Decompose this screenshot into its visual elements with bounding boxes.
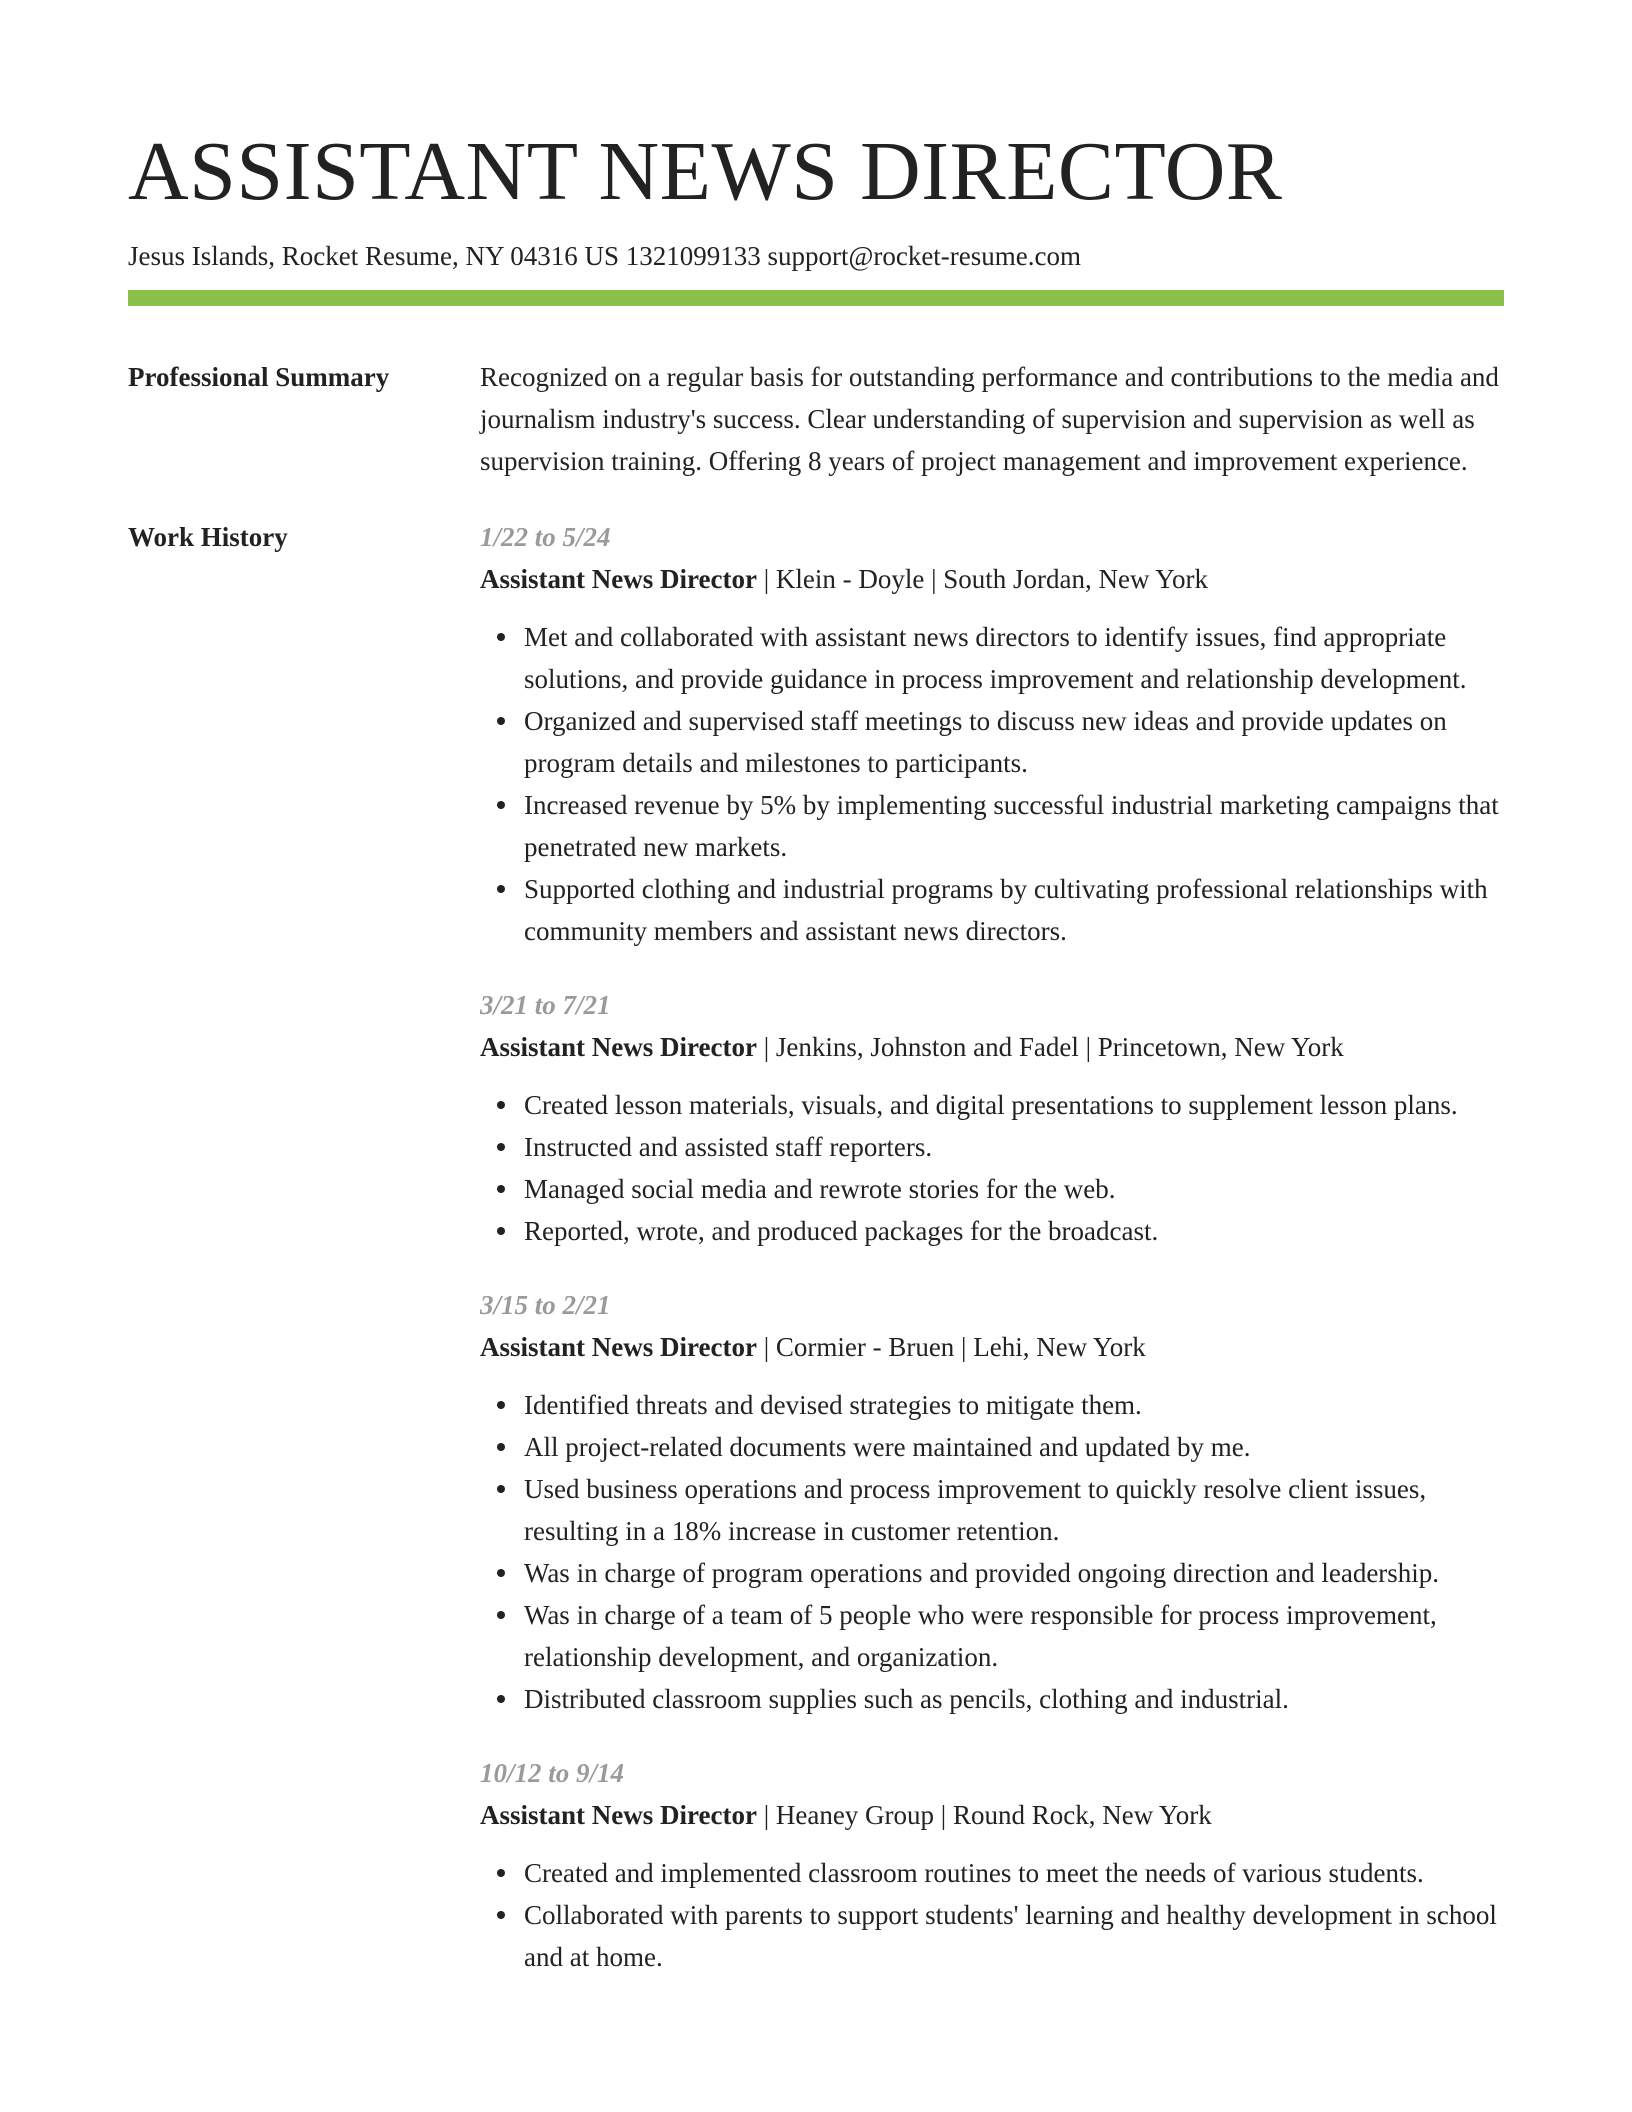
job-heading <box>480 1326 1504 1368</box>
list-item: Reported, wrote, and produced packages for the broadcast. <box>524 1210 1504 1252</box>
job-title: Assistant News Director <box>480 1800 757 1830</box>
job-date: 3/15 to 2/21 <box>480 1290 611 1320</box>
work-history-list <box>480 516 1504 2010</box>
job-date: 3/21 to 7/21 <box>480 990 611 1020</box>
contact-phone: 1321099133 <box>625 241 761 271</box>
job-date: 1/22 to 5/24 <box>480 522 611 552</box>
list-item: Distributed classroom supplies such as pencils, clothing and industrial. <box>524 1678 1504 1720</box>
job-employer-location: | Cormier - Bruen | Lehi, New York <box>756 1332 1146 1362</box>
list-item: Managed social media and rewrote stories for the web. <box>524 1168 1504 1210</box>
job-bullet-list <box>480 1084 1504 1252</box>
job-title: Assistant News Director <box>480 1332 757 1362</box>
list-item: All project-related documents were maintained and updated by me. <box>524 1426 1504 1468</box>
list-item: Instructed and assisted staff reporters. <box>524 1126 1504 1168</box>
list-item: Created lesson materials, visuals, and digital presentations to supplement lesson plans. <box>524 1084 1504 1126</box>
job-entry <box>480 516 1504 952</box>
job-entry <box>480 1284 1504 1720</box>
section-body <box>480 356 1504 482</box>
job-heading <box>480 1794 1504 1836</box>
list-item: Used business operations and process improvement to quickly resolve client issues, resulting in a 18% increase in customer retention. <box>524 1468 1504 1552</box>
header-divider <box>128 290 1504 306</box>
section-title: Professional Summary <box>128 362 390 392</box>
job-heading <box>480 558 1504 600</box>
job-employer-location: | Jenkins, Johnston and Fadel | Princetown, New York <box>756 1032 1344 1062</box>
job-entry <box>480 1752 1504 1978</box>
job-title: Assistant News Director <box>480 564 757 594</box>
list-item: Met and collaborated with assistant news directors to identify issues, find appropriate solutions, and provide guidance in process improvement and relationship development. <box>524 616 1504 700</box>
job-date: 10/12 to 9/14 <box>480 1758 625 1788</box>
list-item: Increased revenue by 5% by implementing successful industrial marketing campaigns that penetrated new markets. <box>524 784 1504 868</box>
job-heading <box>480 1026 1504 1068</box>
resume-page <box>128 0 1504 2010</box>
contact-email: support@rocket-resume.com <box>767 241 1082 271</box>
job-title: Assistant News Director <box>480 1032 757 1062</box>
list-item: Supported clothing and industrial programs by cultivating professional relationships with community members and assistant news directors. <box>524 868 1504 952</box>
job-bullet-list <box>480 1852 1504 1978</box>
list-item: Was in charge of a team of 5 people who were responsible for process improvement, relationship development, and organization. <box>524 1594 1504 1678</box>
list-item: Organized and supervised staff meetings to discuss new ideas and provide updates on program details and milestones to participants. <box>524 700 1504 784</box>
job-bullet-list <box>480 616 1504 952</box>
job-employer-location: | Klein - Doyle | South Jordan, New York <box>756 564 1208 594</box>
page-title: ASSISTANT NEWS DIRECTOR <box>128 125 1283 218</box>
job-employer-location: | Heaney Group | Round Rock, New York <box>756 1800 1212 1830</box>
job-entry <box>480 984 1504 1252</box>
list-item: Created and implemented classroom routines to meet the needs of various students. <box>524 1852 1504 1894</box>
list-item: Collaborated with parents to support students' learning and healthy development in school and at home. <box>524 1894 1504 1978</box>
work-history-section <box>128 516 1504 2010</box>
list-item: Was in charge of program operations and provided ongoing direction and leadership. <box>524 1552 1504 1594</box>
list-item: Identified threats and devised strategies to mitigate them. <box>524 1384 1504 1426</box>
job-bullet-list <box>480 1384 1504 1720</box>
contact-line <box>128 238 1504 274</box>
section-title: Work History <box>128 522 288 552</box>
contact-address: Jesus Islands, Rocket Resume, NY 04316 US <box>128 241 619 271</box>
summary-text: Recognized on a regular basis for outstanding performance and contributions to the media and journalism industry's success. Clear understanding of supervision and supervision as well as supervision training. Offering 8 years of project management and improvement experience. <box>480 362 1499 476</box>
professional-summary-section <box>128 356 1504 482</box>
